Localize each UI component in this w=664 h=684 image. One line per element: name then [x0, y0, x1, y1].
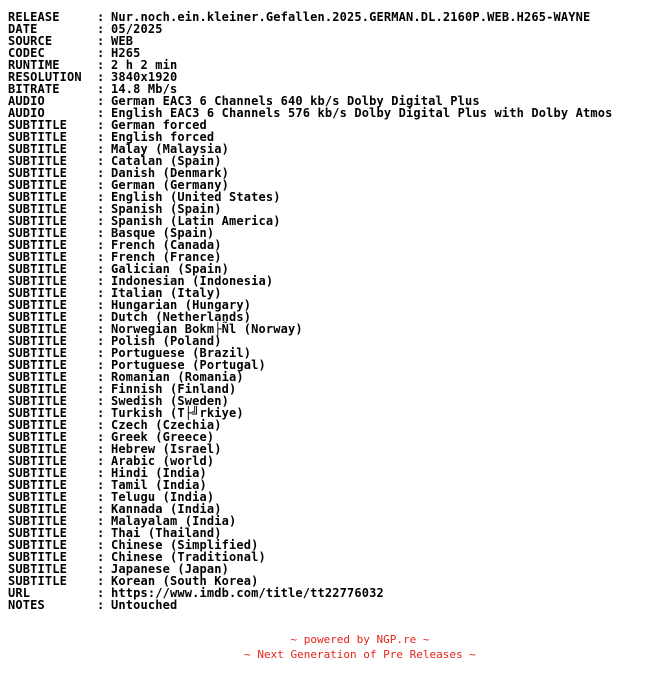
nfo-value: WEB [111, 34, 134, 48]
nfo-value: Finnish (Finland) [111, 382, 237, 396]
nfo-key: SUBTITLE [8, 154, 67, 168]
nfo-separator: : [97, 202, 105, 216]
nfo-separator: : [97, 334, 105, 348]
nfo-key: SUBTITLE [8, 550, 67, 564]
nfo-separator: : [97, 142, 105, 156]
nfo-value: Greek (Greece) [111, 430, 215, 444]
nfo-separator: : [97, 118, 105, 132]
nfo-value: Danish (Denmark) [111, 166, 229, 180]
nfo-separator: : [97, 250, 105, 264]
nfo-separator: : [97, 286, 105, 300]
nfo-value: Dutch (Netherlands) [111, 310, 252, 324]
nfo-separator: : [97, 34, 105, 48]
nfo-value: Indonesian (Indonesia) [111, 274, 274, 288]
imdb-url[interactable]: https://www.imdb.com/title/tt22776032 [111, 586, 384, 600]
nfo-key: SUBTITLE [8, 490, 67, 504]
nfo-key: SUBTITLE [8, 346, 67, 360]
nfo-separator: : [97, 562, 105, 576]
nfo-text-block [8, 11, 612, 611]
nfo-value: Polish (Poland) [111, 334, 222, 348]
nfo-separator: : [97, 466, 105, 480]
nfo-separator: : [97, 190, 105, 204]
nfo-separator: : [97, 526, 105, 540]
nfo-separator: : [97, 418, 105, 432]
nfo-value: Chinese (Traditional) [111, 550, 266, 564]
nfo-key: NOTES [8, 598, 45, 612]
nfo-key: SUBTITLE [8, 214, 67, 228]
nfo-value: Tamil (India) [111, 478, 207, 492]
nfo-separator: : [97, 310, 105, 324]
nfo-separator: : [97, 550, 105, 564]
nfo-key: CODEC [8, 46, 45, 60]
nfo-value: German EAC3 6 Channels 640 kb/s Dolby Digital Plus [111, 94, 480, 108]
nfo-value: Hungarian (Hungary) [111, 298, 252, 312]
nfo-separator: : [97, 358, 105, 372]
nfo-key: SUBTITLE [8, 430, 67, 444]
nfo-key: SUBTITLE [8, 274, 67, 288]
nfo-separator: : [97, 574, 105, 588]
nfo-separator: : [97, 298, 105, 312]
nfo-value: Czech (Czechia) [111, 418, 222, 432]
nfo-value: Swedish (Sweden) [111, 394, 229, 408]
nfo-value: Kannada (India) [111, 502, 222, 516]
nfo-key: SUBTITLE [8, 118, 67, 132]
nfo-separator: : [97, 478, 105, 492]
nfo-key: SUBTITLE [8, 418, 67, 432]
nfo-key: SUBTITLE [8, 454, 67, 468]
nfo-key: SUBTITLE [8, 238, 67, 252]
nfo-key: DATE [8, 22, 38, 36]
nfo-key: SUBTITLE [8, 358, 67, 372]
nfo-key: SUBTITLE [8, 130, 67, 144]
footer [0, 632, 664, 662]
nfo-separator: : [97, 214, 105, 228]
nfo-value: Hebrew (Israel) [111, 442, 222, 456]
nfo-separator: : [97, 322, 105, 336]
nfo-key: SOURCE [8, 34, 53, 48]
nfo-key: SUBTITLE [8, 286, 67, 300]
nfo-value: 05/2025 [111, 22, 163, 36]
nfo-key: SUBTITLE [8, 178, 67, 192]
nfo-key: SUBTITLE [8, 250, 67, 264]
nfo-value: Arabic (world) [111, 454, 215, 468]
nfo-value: English EAC3 6 Channels 576 kb/s Dolby Digital Plus with Dolby Atmos [111, 106, 613, 120]
nfo-separator: : [97, 598, 105, 612]
nfo-separator: : [97, 274, 105, 288]
nfo-value: Hindi (India) [111, 466, 207, 480]
nfo-separator: : [97, 10, 105, 24]
nfo-value: Thai (Thailand) [111, 526, 222, 540]
footer-powered-by: ~ powered by NGP.re ~ [290, 633, 430, 646]
nfo-value: Telugu (India) [111, 490, 215, 504]
nfo-separator: : [97, 370, 105, 384]
nfo-key: BITRATE [8, 82, 60, 96]
nfo-separator: : [97, 178, 105, 192]
nfo-value: 14.8 Mb/s [111, 82, 178, 96]
nfo-value: Spanish (Spain) [111, 202, 222, 216]
nfo-value: English (United States) [111, 190, 281, 204]
nfo-key: SUBTITLE [8, 262, 67, 276]
nfo-key: SUBTITLE [8, 526, 67, 540]
nfo-separator: : [97, 262, 105, 276]
nfo-value: Korean (South Korea) [111, 574, 259, 588]
nfo-separator: : [97, 538, 105, 552]
nfo-key: SUBTITLE [8, 370, 67, 384]
nfo-key: SUBTITLE [8, 574, 67, 588]
footer-tagline: ~ Next Generation of Pre Releases ~ [244, 648, 476, 661]
nfo-separator: : [97, 586, 105, 600]
nfo-value: Malayalam (India) [111, 514, 237, 528]
nfo-value: 2 h 2 min [111, 58, 178, 72]
nfo-separator: : [97, 22, 105, 36]
nfo-key: SUBTITLE [8, 142, 67, 156]
nfo-value: Untouched [111, 598, 178, 612]
nfo-value: Portuguese (Portugal) [111, 358, 266, 372]
nfo-separator: : [97, 430, 105, 444]
nfo-key: SUBTITLE [8, 226, 67, 240]
nfo-key: SUBTITLE [8, 190, 67, 204]
nfo-value: Italian (Italy) [111, 286, 222, 300]
nfo-row-notes [8, 599, 612, 611]
nfo-separator: : [97, 82, 105, 96]
nfo-key: SUBTITLE [8, 202, 67, 216]
nfo-value: Nur.noch.ein.kleiner.Gefallen.2025.GERMAN.DL.2160P.WEB.H265-WAYNE [111, 10, 591, 24]
nfo-separator: : [97, 514, 105, 528]
nfo-key: SUBTITLE [8, 394, 67, 408]
nfo-value: Norwegian Bokm├Ñl (Norway) [111, 322, 303, 336]
nfo-value: English forced [111, 130, 215, 144]
nfo-value: H265 [111, 46, 141, 60]
nfo-value: German (Germany) [111, 178, 229, 192]
nfo-key: SUBTITLE [8, 166, 67, 180]
nfo-separator: : [97, 346, 105, 360]
nfo-separator: : [97, 490, 105, 504]
nfo-value: Turkish (T├╝rkiye) [111, 406, 244, 420]
nfo-key: SUBTITLE [8, 310, 67, 324]
nfo-key: RELEASE [8, 10, 60, 24]
nfo-value: Malay (Malaysia) [111, 142, 229, 156]
nfo-separator: : [97, 58, 105, 72]
nfo-value: Japanese (Japan) [111, 562, 229, 576]
nfo-key: SUBTITLE [8, 382, 67, 396]
nfo-key: SUBTITLE [8, 478, 67, 492]
nfo-key: SUBTITLE [8, 442, 67, 456]
nfo-separator: : [97, 226, 105, 240]
nfo-key: RUNTIME [8, 58, 60, 72]
nfo-value: Portuguese (Brazil) [111, 346, 252, 360]
nfo-separator: : [97, 238, 105, 252]
nfo-value: Catalan (Spain) [111, 154, 222, 168]
nfo-separator: : [97, 502, 105, 516]
nfo-value: 3840x1920 [111, 70, 178, 84]
nfo-separator: : [97, 406, 105, 420]
nfo-value: Galician (Spain) [111, 262, 229, 276]
nfo-separator: : [97, 106, 105, 120]
nfo-value: Spanish (Latin America) [111, 214, 281, 228]
nfo-value: French (Canada) [111, 238, 222, 252]
nfo-separator: : [97, 46, 105, 60]
nfo-separator: : [97, 130, 105, 144]
nfo-separator: : [97, 154, 105, 168]
nfo-value: French (France) [111, 250, 222, 264]
nfo-key: SUBTITLE [8, 502, 67, 516]
nfo-key: RESOLUTION [8, 70, 82, 84]
nfo-key: SUBTITLE [8, 322, 67, 336]
nfo-key: SUBTITLE [8, 562, 67, 576]
nfo-value: Basque (Spain) [111, 226, 215, 240]
nfo-key: SUBTITLE [8, 514, 67, 528]
nfo-key: SUBTITLE [8, 406, 67, 420]
nfo-key: SUBTITLE [8, 298, 67, 312]
nfo-key: AUDIO [8, 106, 45, 120]
nfo-value: German forced [111, 118, 207, 132]
nfo-separator: : [97, 70, 105, 84]
nfo-value: Romanian (Romania) [111, 370, 244, 384]
nfo-key: SUBTITLE [8, 466, 67, 480]
nfo-key: AUDIO [8, 94, 45, 108]
nfo-separator: : [97, 94, 105, 108]
nfo-separator: : [97, 166, 105, 180]
nfo-separator: : [97, 454, 105, 468]
nfo-separator: : [97, 442, 105, 456]
nfo-key: SUBTITLE [8, 334, 67, 348]
nfo-separator: : [97, 382, 105, 396]
nfo-key: SUBTITLE [8, 538, 67, 552]
nfo-key: URL [8, 586, 31, 600]
nfo-value: Chinese (Simplified) [111, 538, 259, 552]
nfo-separator: : [97, 394, 105, 408]
